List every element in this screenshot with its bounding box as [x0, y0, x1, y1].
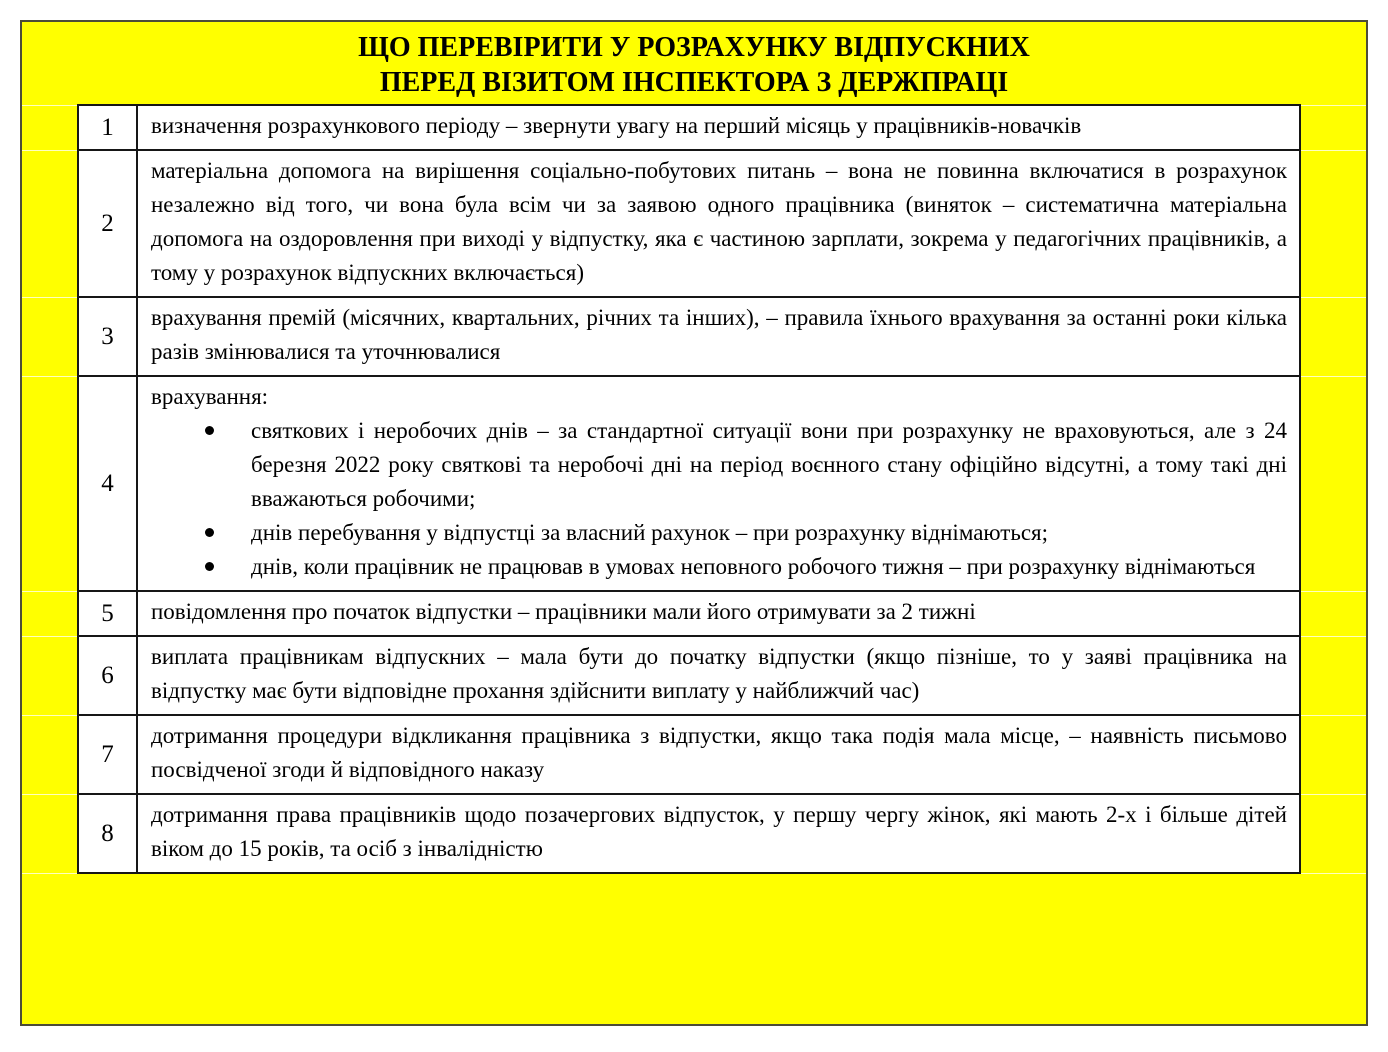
checklist-table [22, 104, 1366, 874]
row-gutter-right [1300, 591, 1366, 636]
table-row [22, 591, 1366, 636]
row-number: 5 [78, 591, 137, 636]
bullet-list [151, 414, 1287, 584]
title-line-2: ПЕРЕД ВІЗИТОМ ІНСПЕКТОРА З ДЕРЖПРАЦІ [379, 67, 1009, 98]
row-paragraph: визначення розрахункового періоду – звернути увагу на перший місяць у працівників-новачків [151, 113, 1082, 138]
row-text-cell [137, 715, 1300, 794]
row-text-cell [137, 105, 1300, 150]
row-number: 6 [78, 636, 137, 715]
row-number: 1 [78, 105, 137, 150]
table-row [22, 715, 1366, 794]
row-paragraph: виплата працівникам відпускних – мала бути до початку відпустки (якщо пізніше, то у заяві працівника на відпустку має бути відповідне прохання здійснити виплату у найближчий час) [151, 644, 1287, 703]
bullet-item: днів, коли працівник не працював в умовах неповного робочого тижня – при розрахунку віднімаються [251, 550, 1287, 584]
page-title [22, 22, 1366, 100]
checklist-panel [20, 20, 1368, 1026]
row-gutter-left [22, 105, 78, 150]
row-gutter-left [22, 150, 78, 297]
row-gutter-right [1300, 105, 1366, 150]
row-number: 3 [78, 297, 137, 376]
row-text-cell [137, 591, 1300, 636]
row-gutter-left [22, 636, 78, 715]
row-gutter-left [22, 794, 78, 873]
row-gutter-right [1300, 376, 1366, 591]
table-row [22, 150, 1366, 297]
row-gutter-right [1300, 297, 1366, 376]
row-number: 8 [78, 794, 137, 873]
row-gutter-left [22, 591, 78, 636]
row-text-cell [137, 636, 1300, 715]
row-gutter-right [1300, 150, 1366, 297]
table-row [22, 297, 1366, 376]
row-number: 4 [78, 376, 137, 591]
title-line-1: ЩО ПЕРЕВІРИТИ У РОЗРАХУНКУ ВІДПУСКНИХ [358, 32, 1030, 63]
row-text-cell [137, 794, 1300, 873]
row-paragraph: дотримання права працівників щодо позачергових відпусток, у першу чергу жінок, які мають 2-х і більше дітей віком до 15 років, та осіб з інвалідністю [151, 802, 1287, 861]
row-number: 2 [78, 150, 137, 297]
row-paragraph: матеріальна допомога на вирішення соціально-побутових питань – вона не повинна включатися в розрахунок незалежно від того, чи вона була всім чи за заявою одного працівника (виняток – систематична матеріальна допомога на оздоровлення при виході у відпустку, яка є частиною зарплати, зокрема у педагогічних працівників, а тому у розрахунок відпускних включається) [151, 158, 1287, 285]
row-text-cell [137, 150, 1300, 297]
row-gutter-left [22, 297, 78, 376]
row-number: 7 [78, 715, 137, 794]
table-row [22, 794, 1366, 873]
row-paragraph: врахування премій (місячних, квартальних, річних та інших), – правила їхнього врахування за останні роки кілька разів змінювалися та уточнювалися [151, 305, 1287, 364]
row-gutter-right [1300, 715, 1366, 794]
table-row [22, 105, 1366, 150]
row-gutter-left [22, 715, 78, 794]
row-gutter-left [22, 376, 78, 591]
row-paragraph: врахування: [151, 384, 269, 409]
table-row [22, 376, 1366, 591]
row-gutter-right [1300, 794, 1366, 873]
bullet-item: святкових і неробочих днів – за стандартної ситуації вони при розрахунку не враховуються, але з 24 березня 2022 року святкові та неробочі дні на період воєнного стану офіційно відсутні, а тому такі дні вважаються робочими; [251, 414, 1287, 516]
row-text-cell [137, 376, 1300, 591]
bullet-item: днів перебування у відпустці за власний рахунок – при розрахунку віднімаються; [251, 516, 1287, 550]
row-paragraph: повідомлення про початок відпустки – працівники мали його отримувати за 2 тижні [151, 599, 976, 624]
row-text-cell [137, 297, 1300, 376]
row-paragraph: дотримання процедури відкликання працівника з відпустки, якщо така подія мала місце, – наявність письмово посвідченої згоди й відповідного наказу [151, 723, 1287, 782]
row-gutter-right [1300, 636, 1366, 715]
table-row [22, 636, 1366, 715]
